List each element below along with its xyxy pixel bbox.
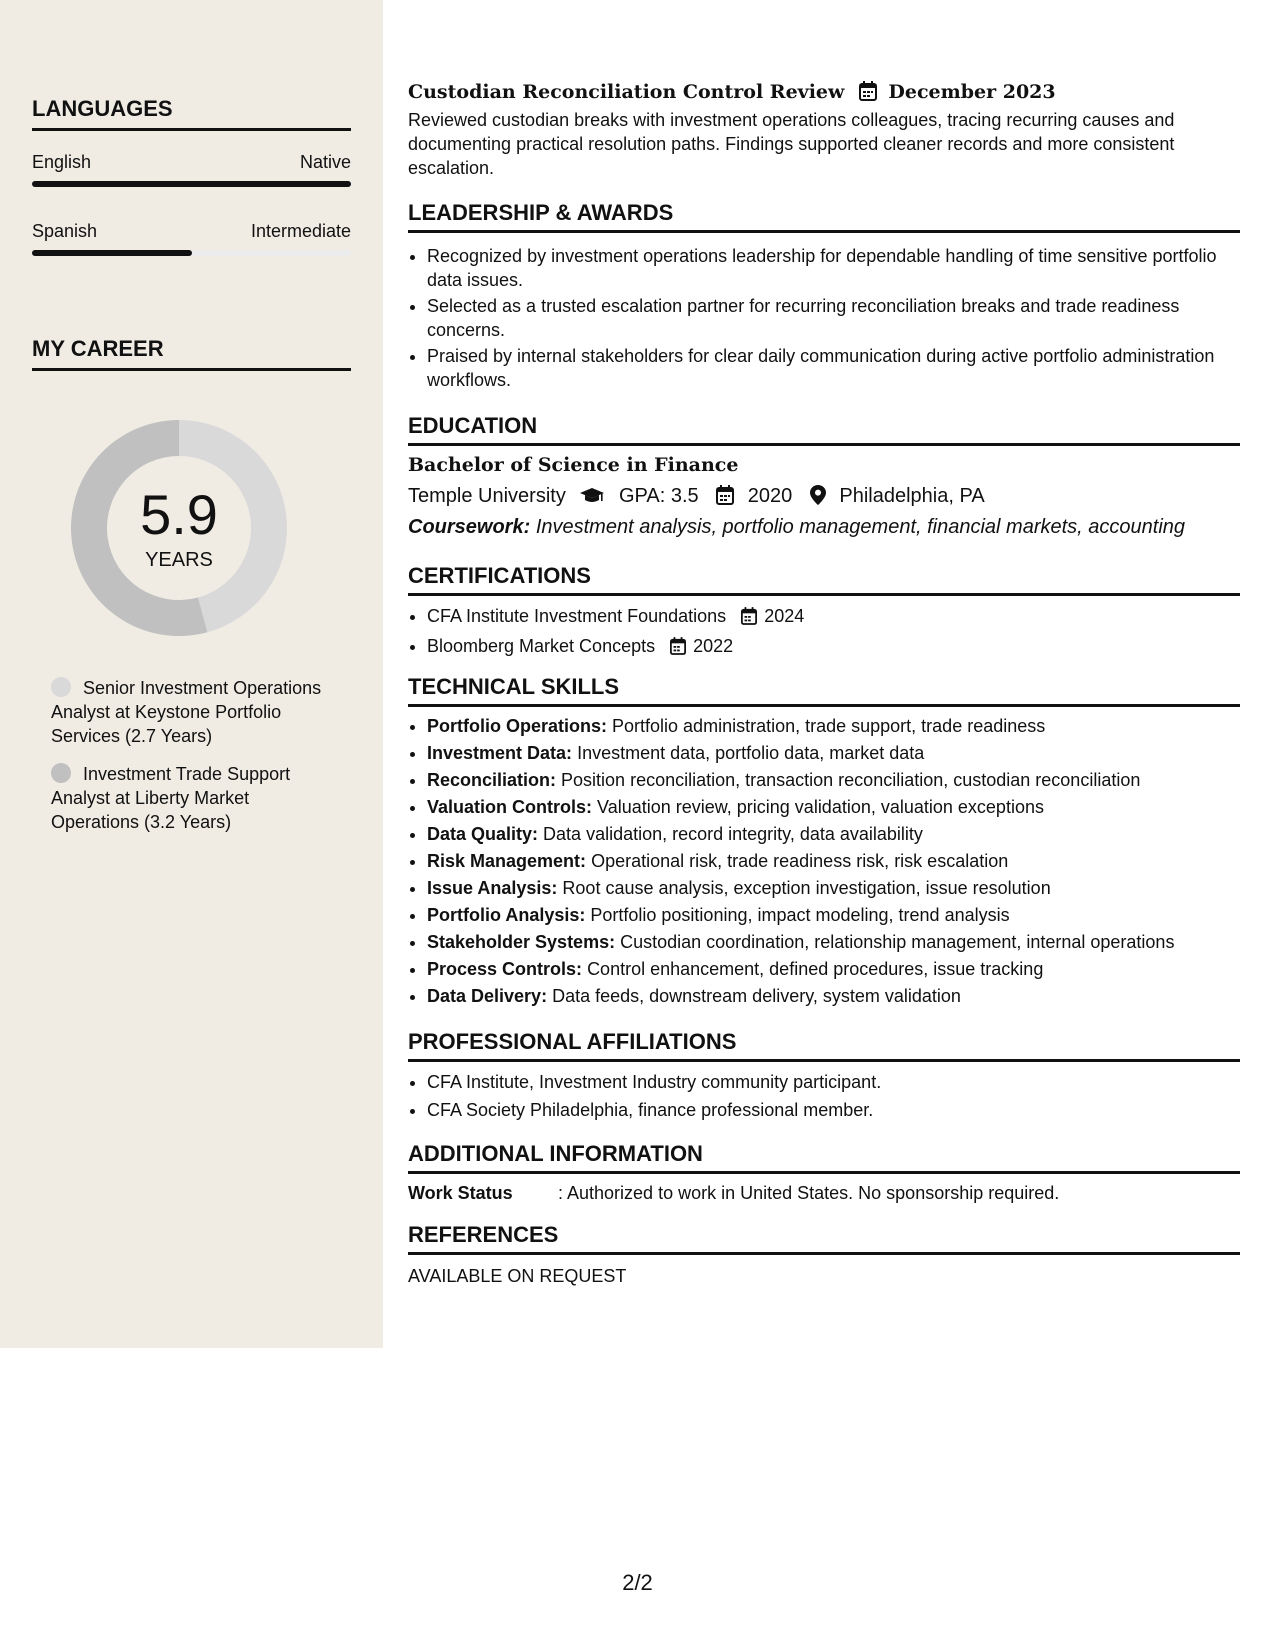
list-item (427, 634, 1240, 661)
list-item: • CFA Society Philadelphia, finance professional member. (427, 1098, 1240, 1122)
skill-text: Portfolio positioning, impact modeling, trend analysis (590, 905, 1010, 925)
certification-name: Bloomberg Market Concepts (427, 636, 656, 656)
skill-text: Position reconciliation, transaction reconciliation, custodian reconciliation (561, 770, 1141, 790)
legend-dot (51, 677, 71, 697)
leadership-list (408, 244, 1240, 392)
graduation-cap-icon (579, 487, 605, 511)
project-description: Reviewed custodian breaks with investment operations colleagues, tracing recurring causes and documenting practical resolution paths. Findings supported cleaner records and more consistent escalation. (408, 110, 1175, 178)
language-item (32, 221, 351, 256)
career-heading: MY CAREER (32, 336, 351, 371)
skill-item (427, 984, 1240, 1008)
certification-year: 2024 (764, 606, 805, 626)
skill-text: Root cause analysis, exception investigation, issue resolution (562, 878, 1051, 898)
skill-item (427, 957, 1240, 981)
language-item (32, 152, 351, 187)
legend-dot (51, 763, 71, 783)
leadership-heading: LEADERSHIP & AWARDS (408, 200, 1240, 233)
project-entry (408, 80, 1240, 180)
certification-name: CFA Institute Investment Foundations (427, 606, 727, 626)
career-total-unit: YEARS (145, 549, 213, 571)
work-status-label: Work Status (408, 1183, 513, 1203)
language-name: Spanish (32, 221, 98, 241)
certifications-heading: CERTIFICATIONS (408, 563, 1240, 596)
skill-label: Portfolio Analysis: (427, 905, 586, 925)
language-bar-fill (32, 250, 192, 256)
references-heading: REFERENCES (408, 1222, 1240, 1255)
skill-item (427, 768, 1240, 792)
skill-text: Data feeds, downstream delivery, system validation (552, 986, 961, 1006)
language-level: Intermediate (250, 221, 351, 241)
language-bar (32, 250, 351, 256)
calendar-icon (670, 637, 686, 661)
skills-list (408, 714, 1240, 1011)
project-title: Custodian Reconciliation Control Review (408, 81, 845, 103)
skill-item (427, 741, 1240, 765)
career-donut-chart (66, 415, 292, 641)
language-name: English (32, 152, 92, 172)
career-legend-item (51, 762, 331, 834)
skill-label: Process Controls: (427, 959, 583, 979)
skill-label: Stakeholder Systems: (427, 932, 616, 952)
affiliations-heading: PROFESSIONAL AFFILIATIONS (408, 1029, 1240, 1062)
certifications-list (408, 604, 1240, 661)
list-item: • Recognized by investment operations leadership for dependable handling of time sensitive portfolio data issues. (427, 244, 1240, 292)
skill-text: Portfolio administration, trade support, trade readiness (612, 716, 1046, 736)
skill-item (427, 714, 1240, 738)
page-number: 2/2 (622, 1570, 653, 1595)
skills-heading: TECHNICAL SKILLS (408, 674, 1240, 707)
list-item (427, 604, 1240, 631)
education-entry (408, 453, 1240, 539)
skill-item (427, 849, 1240, 873)
degree: Bachelor of Science in Finance (408, 454, 739, 476)
references-text: AVAILABLE ON REQUEST (408, 1266, 627, 1286)
skill-label: Data Quality: (427, 824, 539, 844)
language-bar (32, 181, 351, 187)
additional-info-heading: ADDITIONAL INFORMATION (408, 1141, 1240, 1174)
coursework-label: Coursework: (408, 516, 531, 538)
skill-text: Valuation review, pricing validation, valuation exceptions (597, 797, 1044, 817)
list-item: • Praised by internal stakeholders for clear daily communication during active portfolio administration workflows. (427, 344, 1240, 392)
career-total-years: 5.9 (140, 483, 218, 546)
skill-label: Issue Analysis: (427, 878, 558, 898)
list-item: • CFA Institute, Investment Industry community participant. (427, 1070, 1240, 1094)
career-legend-item (51, 676, 331, 748)
calendar-icon (741, 607, 757, 631)
gpa: GPA: 3.5 (618, 485, 699, 507)
skill-label: Risk Management: (427, 851, 587, 871)
career-legend-label: Senior Investment Operations Analyst at Keystone Portfolio Services (2.7 Years) (51, 678, 322, 746)
languages-heading: LANGUAGES (32, 96, 351, 131)
skill-label: Portfolio Operations: (427, 716, 607, 736)
skill-label: Investment Data: (427, 743, 573, 763)
location-pin-icon (810, 485, 826, 511)
coursework: Investment analysis, portfolio management, financial markets, accounting (535, 516, 1186, 538)
school: Temple University (408, 485, 566, 507)
calendar-icon (716, 485, 734, 511)
skill-label: Reconciliation: (427, 770, 557, 790)
career-legend-label: Investment Trade Support Analyst at Liberty Market Operations (3.2 Years) (51, 764, 291, 832)
skill-text: Control enhancement, defined procedures, issue tracking (587, 959, 1044, 979)
education-heading: EDUCATION (408, 413, 1240, 446)
work-status-value: : Authorized to work in United States. No sponsorship required. (558, 1183, 1060, 1203)
sidebar (0, 0, 383, 1348)
project-date: December 2023 (888, 81, 1056, 103)
calendar-icon (859, 81, 877, 107)
certification-year: 2022 (693, 636, 734, 656)
list-item: • Selected as a trusted escalation partner for recurring reconciliation breaks and trade readiness concerns. (427, 294, 1240, 342)
affiliations-list (408, 1070, 1240, 1122)
additional-info-row (408, 1181, 1240, 1205)
skill-label: Data Delivery: (427, 986, 548, 1006)
skill-label: Valuation Controls: (427, 797, 593, 817)
skill-text: Custodian coordination, relationship management, internal operations (620, 932, 1175, 952)
skill-text: Data validation, record integrity, data availability (543, 824, 923, 844)
language-bar-fill (32, 181, 351, 187)
school-location: Philadelphia, PA (839, 485, 985, 507)
language-level: Native (299, 152, 351, 172)
skill-item (427, 876, 1240, 900)
graduation-year: 2020 (747, 485, 793, 507)
skill-item (427, 822, 1240, 846)
skill-text: Investment data, portfolio data, market data (577, 743, 925, 763)
skill-item (427, 930, 1240, 954)
skill-text: Operational risk, trade readiness risk, risk escalation (591, 851, 1009, 871)
skill-item (427, 795, 1240, 819)
skill-item (427, 903, 1240, 927)
